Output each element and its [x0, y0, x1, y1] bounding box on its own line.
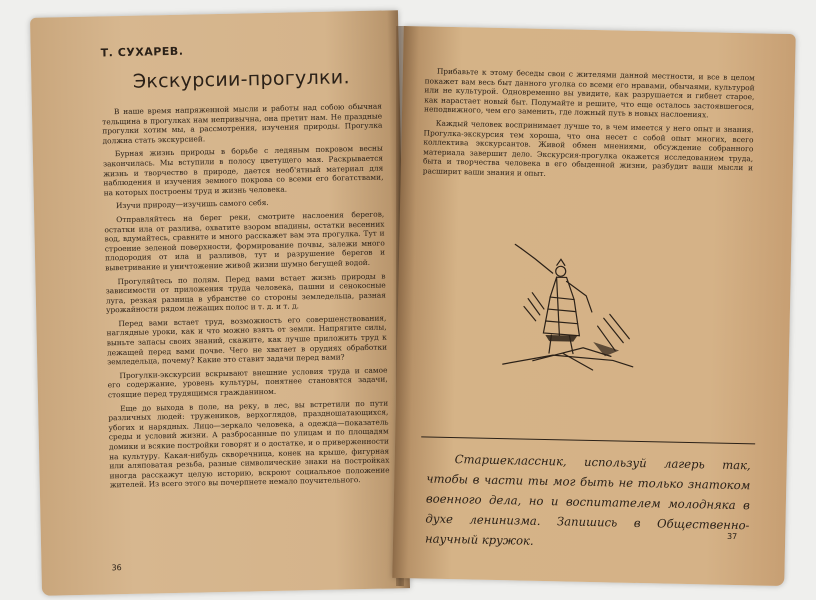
paragraph: В наше время напряженной мысли и работы над собою обычная тельщина в прогулках нам непривычна, она претит нам. Не праздные прогулки хотим мы, а рассмотрения, изучения природы. Прогулка должна стать экскурсией.	[102, 101, 383, 146]
paragraph: Еще до выхода в поле, на реку, в лес, вы встретили по пути различных людей: тружеников, верхоглядов, праздношатающихся, убогих и нарядных. Лицо—зеркало человека, а одежда—показатель среды и условий жизни. А разбросанные по улицам и по площадям домики и всякие постройки говорят и о достатке, и о приверженности на культуру. Какая-нибудь скворечница, конек на крыше, фигурная или аляповатая резьба, разные символические знаки на постройках иногда расскажут целую историю, вскроют социальное положение жителей. Из всего этого вы почерпнете немало поучительного.	[108, 398, 390, 490]
author-name: Т. СУХАРЕВ.	[100, 44, 184, 60]
paragraph: Прогуляйтесь по полям. Перед вами встает жизнь природы в зависимости от приложения труда человека, пашни и сенокосные луга, резкая разница в убранстве со стороны земледельца, разная урожайности рядом лежащих полос и т. д. и т. д.	[105, 271, 386, 315]
left-page	[30, 10, 410, 596]
soldier-with-flag-illustration-icon	[493, 236, 644, 377]
paragraph: Каждый человек воспринимает лучше то, в чем имеется у него опыт и знания. Прогулка-экскурсия тем хороша, что она несет с собой опыт многих, всего коллектива экскурсантов. Живой обмен мнениями, обсуждение собранного материала завершит дело. Экскурсия-прогулка окажется исследованием труда, быта и творчества человека в его обыденной жизни, разбудит ваши мысли и расширит ваши знания и опыт.	[422, 118, 754, 178]
paragraph: Прогулки-экскурсии вскрывают внешние условия труда и самое его содержание, уровень культуры, понятнее становятся задачи, стоящие перед трудящимся гражданином.	[107, 365, 388, 400]
paragraph: Прибавьте к этому беседы свои с жителями данной местности, и все в целом покажет вам весь быт данного уголка со всеми его нравами, обычаями, культурой или не культурой. Одновременно вы увидите, как разрушается и гибнет старое, как нарастает новый быт. Подумайте и решите, что еще осталось застоявшегося, неподвижного, чем его заменить, где ложный путь в новых наслоениях.	[423, 66, 755, 120]
paragraph: Бурная жизнь природы в борьбе с ледяным покровом весны закончилась. Мы вступили в полосу цветущего мая. Раскрывается жизнь и творчество в природе, дается необ'ятный материал для наблюдения и изучения земного покрова со всеми его богатствами, на которых построены труд и жизнь человека.	[102, 143, 384, 198]
paragraph: Отправляйтесь на берег реки, смотрите наслоения берегов, остатки ила от разлива, охватите взором впадины, остатки весенних вод, вдумайтесь, сравните и много расскажет вам эта прогулка. Тут и строение зеленой поверхности, формирование почвы, залежи много плодородия от ила и разливов, тут и разрушение берегов и выветривание и уничтожение живой жизни шумно бегущей водой.	[104, 209, 386, 273]
page-number: 37	[726, 531, 738, 542]
callout-slogan: Старшеклассник, используй лагерь так, чтобы в части ты мог быть не только знатоком военного дела, но и воспитателем молодняка в духе ленинизма. Запишись в Общественно-научный кружок.	[424, 452, 751, 548]
right-page	[392, 26, 795, 586]
page-number: 36	[111, 563, 122, 573]
callout-divider	[421, 436, 755, 444]
paragraph: Перед вами встает труд, возможность его совершенствования, наглядные уроки, как и что можно взять от земли. Напрягите силы, выньте запасы своих знаний, скажите, как лучше приложить труд к лежащей перед вами почве. Чего не хватает в орудиях обработки земледельца, почему? Какие это ставит задачи перед вами?	[106, 313, 388, 367]
article-title: Экскурсии-прогулки.	[132, 66, 351, 93]
paragraph-motto: Изучи природу—изучишь самого себя.	[115, 198, 269, 211]
